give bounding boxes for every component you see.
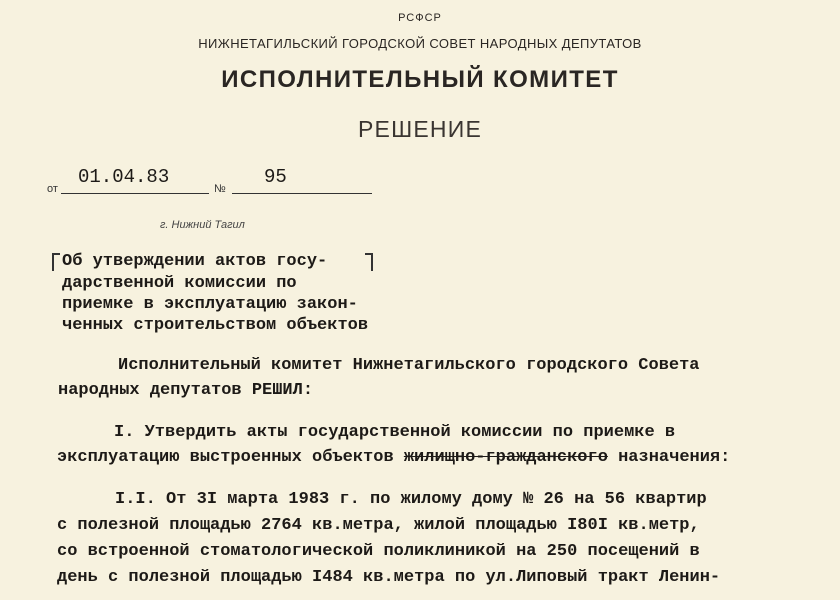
- body-line: I.I. От 3I марта 1983 г. по жилому дому № 26 на 56 квартир: [115, 490, 707, 509]
- council-header: НИЖНЕТАГИЛЬСКИЙ ГОРОДСКОЙ СОВЕТ НАРОДНЫХ ДЕПУТАТОВ: [198, 36, 642, 51]
- republic-header: РСФСР: [398, 12, 442, 24]
- body-line: с полезной площадью 2764 кв.метра, жилой площадью I80I кв.метр,: [57, 516, 700, 535]
- body-line: народных депутатов РЕШИЛ:: [58, 381, 314, 400]
- number-label: №: [214, 183, 226, 195]
- subject-line: дарственной комиссии по: [62, 274, 297, 293]
- subject-bracket-right: [365, 253, 373, 271]
- decision-date: 01.04.83: [78, 166, 170, 188]
- document-type-title: РЕШЕНИЕ: [358, 116, 482, 142]
- body-line: I. Утвердить акты государственной комиссии по приемке в: [114, 423, 676, 442]
- committee-title: ИСПОЛНИТЕЛЬНЫЙ КОМИТЕТ: [221, 66, 619, 93]
- subject-bracket-left: [52, 253, 60, 271]
- subject-line: Об утверждении актов госу-: [62, 252, 328, 271]
- subject-line: ченных строительством объектов: [62, 316, 369, 335]
- number-underline: [232, 193, 372, 194]
- body-line: [57, 447, 730, 469]
- decision-number: 95: [264, 166, 287, 188]
- body-text: эксплуатацию выстроенных объектов: [57, 448, 404, 467]
- body-line: Исполнительный комитет Нижнетагильского городского Совета: [118, 356, 700, 375]
- body-line: со встроенной стоматологической поликлиникой на 250 посещений в: [57, 542, 700, 561]
- city-label: г. Нижний Тагил: [160, 219, 245, 231]
- date-label: от: [47, 183, 58, 195]
- date-underline: [61, 193, 209, 194]
- struck-text: жилищно-гражданского: [403, 448, 608, 467]
- body-text: назначения:: [607, 448, 731, 467]
- subject-line: приемке в эксплуатацию закон-: [62, 295, 358, 314]
- body-line: день с полезной площадью I484 кв.метра по ул.Липовый тракт Ленин-: [57, 568, 721, 587]
